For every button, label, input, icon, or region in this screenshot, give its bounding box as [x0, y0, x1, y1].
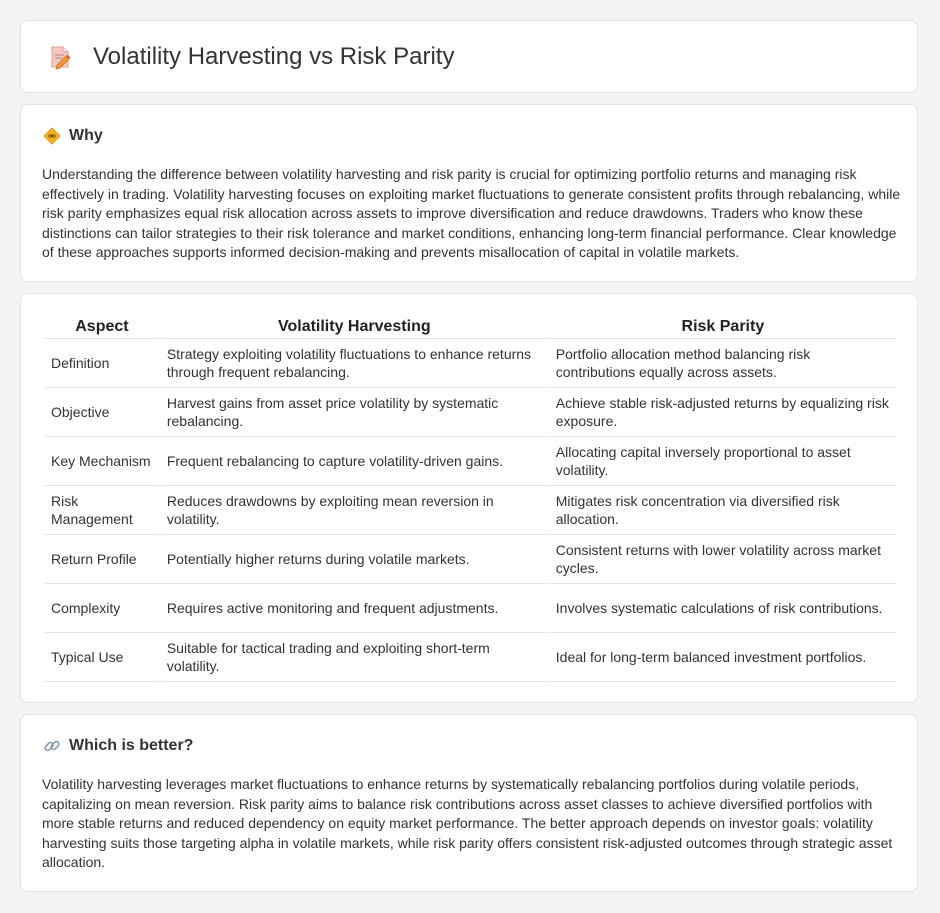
- risk-parity-cell: Ideal for long-term balanced investment portfolios.: [550, 633, 896, 682]
- aspect-cell: Definition: [45, 339, 159, 388]
- table-header-row: [45, 314, 896, 339]
- page-title: Volatility Harvesting vs Risk Parity: [93, 43, 455, 70]
- header-aspect: Aspect: [45, 314, 159, 339]
- title-row: [47, 43, 454, 71]
- link-icon: [43, 737, 61, 755]
- table-row: [45, 486, 896, 535]
- aspect-cell: Complexity: [45, 584, 159, 633]
- why-header: [43, 127, 103, 145]
- table-row: [45, 584, 896, 633]
- risk-parity-cell: Involves systematic calculations of risk contributions.: [550, 584, 896, 633]
- why-text: Understanding the difference between volatility harvesting and risk parity is crucial for optimizing portfolio returns and managing risk effectively in trading. Volatility harvesting focuses on exploiting market fluctuations to generate consistent profits through rebalancing, while risk parity emphasizes equal risk allocation across assets to improve diversification and reduce drawdowns. Traders who know these distinctions can tailor strategies to their risk tolerance and market conditions, enhancing long-term financial performance. Clear knowledge of these approaches supports informed decision-making and prevents misallocation of capital in volatile markets.: [42, 166, 901, 261]
- volatility-harvesting-cell: Suitable for tactical trading and exploiting short-term volatility.: [161, 633, 548, 682]
- header-volatility-harvesting: Volatility Harvesting: [161, 314, 548, 339]
- diamond-icon: [43, 127, 61, 145]
- volatility-harvesting-cell: Potentially higher returns during volatile markets.: [161, 535, 548, 584]
- header-risk-parity: Risk Parity: [550, 314, 896, 339]
- volatility-harvesting-cell: Strategy exploiting volatility fluctuations to enhance returns through frequent rebalancing.: [161, 339, 548, 388]
- volatility-harvesting-cell: Reduces drawdowns by exploiting mean reversion in volatility.: [161, 486, 548, 535]
- risk-parity-cell: Mitigates risk concentration via diversified risk allocation.: [550, 486, 896, 535]
- risk-parity-cell: Allocating capital inversely proportional to asset volatility.: [550, 437, 896, 486]
- table-row: [45, 388, 896, 437]
- aspect-cell: Objective: [45, 388, 159, 437]
- document-pencil-icon: [47, 44, 73, 70]
- aspect-cell: Return Profile: [45, 535, 159, 584]
- table-row: [45, 633, 896, 682]
- aspect-cell: Key Mechanism: [45, 437, 159, 486]
- volatility-harvesting-cell: Requires active monitoring and frequent adjustments.: [161, 584, 548, 633]
- volatility-harvesting-cell: Frequent rebalancing to capture volatility-driven gains.: [161, 437, 548, 486]
- aspect-cell: Typical Use: [45, 633, 159, 682]
- risk-parity-cell: Achieve stable risk-adjusted returns by equalizing risk exposure.: [550, 388, 896, 437]
- table-row: [45, 339, 896, 388]
- table-row: [45, 535, 896, 584]
- comparison-table: [43, 314, 898, 682]
- comparison-section: [20, 293, 918, 703]
- risk-parity-cell: Consistent returns with lower volatility across market cycles.: [550, 535, 896, 584]
- which-is-better-section: [20, 714, 918, 892]
- better-text: Volatility harvesting leverages market fluctuations to enhance returns by systematically rebalancing portfolios during volatile periods, capitalizing on mean reversion. Risk parity aims to balance risk contributions across asset classes to achieve diversified portfolios with more stable returns and reduced dependency on equity market performance. The better approach depends on investor goals: volatility harvesting suits those targeting alpha in volatile markets, while risk parity offers consistent risk-adjusted outcomes through strategic asset allocation.: [42, 776, 893, 871]
- risk-parity-cell: Portfolio allocation method balancing risk contributions equally across assets.: [550, 339, 896, 388]
- table-row: [45, 437, 896, 486]
- title-card: [20, 20, 918, 93]
- better-heading: Which is better?: [69, 737, 194, 754]
- aspect-cell: Risk Management: [45, 486, 159, 535]
- why-section: [20, 104, 918, 282]
- volatility-harvesting-cell: Harvest gains from asset price volatility by systematic rebalancing.: [161, 388, 548, 437]
- why-heading: Why: [69, 127, 103, 144]
- better-header: [43, 737, 193, 755]
